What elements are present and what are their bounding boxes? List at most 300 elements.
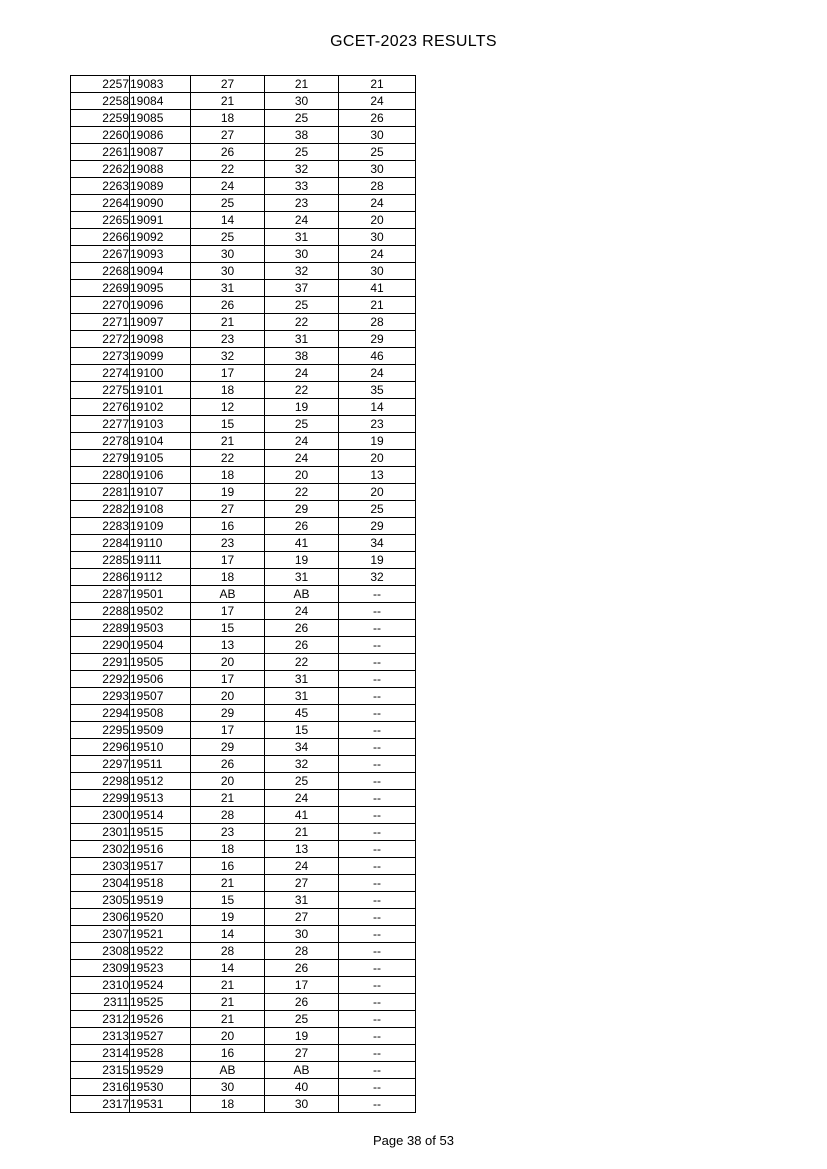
- serial-number-cell: 2270: [71, 297, 130, 314]
- roll-number-cell: 19089: [130, 178, 191, 195]
- score-1-cell: 20: [191, 688, 265, 705]
- roll-number-cell: 19520: [130, 909, 191, 926]
- table-row: [71, 348, 416, 365]
- score-2-cell: 26: [265, 518, 339, 535]
- score-2-cell: 25: [265, 144, 339, 161]
- roll-number-cell: 19111: [130, 552, 191, 569]
- score-2-cell: 32: [265, 263, 339, 280]
- table-row: [71, 127, 416, 144]
- table-row: [71, 501, 416, 518]
- serial-number-cell: 2277: [71, 416, 130, 433]
- score-1-cell: 23: [191, 331, 265, 348]
- serial-number-cell: 2269: [71, 280, 130, 297]
- table-row: [71, 858, 416, 875]
- serial-number-cell: 2298: [71, 773, 130, 790]
- score-1-cell: 17: [191, 722, 265, 739]
- score-1-cell: 14: [191, 926, 265, 943]
- score-3-cell: --: [339, 1079, 416, 1096]
- score-3-cell: 41: [339, 280, 416, 297]
- score-2-cell: 21: [265, 76, 339, 93]
- score-3-cell: 35: [339, 382, 416, 399]
- serial-number-cell: 2282: [71, 501, 130, 518]
- score-3-cell: 20: [339, 450, 416, 467]
- score-2-cell: 22: [265, 654, 339, 671]
- score-3-cell: --: [339, 841, 416, 858]
- score-3-cell: --: [339, 773, 416, 790]
- score-2-cell: 25: [265, 773, 339, 790]
- table-row: [71, 739, 416, 756]
- serial-number-cell: 2272: [71, 331, 130, 348]
- roll-number-cell: 19511: [130, 756, 191, 773]
- table-row: [71, 824, 416, 841]
- serial-number-cell: 2293: [71, 688, 130, 705]
- serial-number-cell: 2304: [71, 875, 130, 892]
- score-1-cell: 14: [191, 212, 265, 229]
- serial-number-cell: 2278: [71, 433, 130, 450]
- score-3-cell: 19: [339, 433, 416, 450]
- score-2-cell: 19: [265, 1028, 339, 1045]
- roll-number-cell: 19509: [130, 722, 191, 739]
- serial-number-cell: 2258: [71, 93, 130, 110]
- serial-number-cell: 2308: [71, 943, 130, 960]
- roll-number-cell: 19110: [130, 535, 191, 552]
- score-1-cell: 29: [191, 739, 265, 756]
- score-3-cell: --: [339, 790, 416, 807]
- roll-number-cell: 19507: [130, 688, 191, 705]
- score-3-cell: 24: [339, 195, 416, 212]
- score-2-cell: 24: [265, 603, 339, 620]
- score-3-cell: 24: [339, 246, 416, 263]
- score-2-cell: 20: [265, 467, 339, 484]
- table-row: [71, 297, 416, 314]
- serial-number-cell: 2262: [71, 161, 130, 178]
- roll-number-cell: 19093: [130, 246, 191, 263]
- score-2-cell: 29: [265, 501, 339, 518]
- score-1-cell: 19: [191, 484, 265, 501]
- roll-number-cell: 19105: [130, 450, 191, 467]
- score-2-cell: 37: [265, 280, 339, 297]
- serial-number-cell: 2279: [71, 450, 130, 467]
- serial-number-cell: 2306: [71, 909, 130, 926]
- roll-number-cell: 19095: [130, 280, 191, 297]
- score-3-cell: 24: [339, 93, 416, 110]
- table-row: [71, 620, 416, 637]
- roll-number-cell: 19086: [130, 127, 191, 144]
- serial-number-cell: 2314: [71, 1045, 130, 1062]
- table-row: [71, 399, 416, 416]
- score-3-cell: 19: [339, 552, 416, 569]
- serial-number-cell: 2265: [71, 212, 130, 229]
- score-3-cell: --: [339, 943, 416, 960]
- score-3-cell: --: [339, 722, 416, 739]
- table-row: [71, 178, 416, 195]
- table-row: [71, 416, 416, 433]
- page-title: GCET-2023 RESULTS: [330, 33, 497, 50]
- score-1-cell: 21: [191, 93, 265, 110]
- table-row: [71, 637, 416, 654]
- score-3-cell: 25: [339, 501, 416, 518]
- serial-number-cell: 2287: [71, 586, 130, 603]
- score-2-cell: 40: [265, 1079, 339, 1096]
- score-3-cell: 14: [339, 399, 416, 416]
- serial-number-cell: 2305: [71, 892, 130, 909]
- score-3-cell: 23: [339, 416, 416, 433]
- score-3-cell: --: [339, 892, 416, 909]
- score-3-cell: --: [339, 994, 416, 1011]
- serial-number-cell: 2280: [71, 467, 130, 484]
- roll-number-cell: 19102: [130, 399, 191, 416]
- table-row: [71, 246, 416, 263]
- table-row: [71, 586, 416, 603]
- serial-number-cell: 2300: [71, 807, 130, 824]
- table-row: [71, 909, 416, 926]
- roll-number-cell: 19514: [130, 807, 191, 824]
- score-3-cell: --: [339, 739, 416, 756]
- roll-number-cell: 19521: [130, 926, 191, 943]
- table-row: [71, 756, 416, 773]
- roll-number-cell: 19524: [130, 977, 191, 994]
- serial-number-cell: 2295: [71, 722, 130, 739]
- serial-number-cell: 2303: [71, 858, 130, 875]
- score-1-cell: 21: [191, 790, 265, 807]
- score-3-cell: 34: [339, 535, 416, 552]
- roll-number-cell: 19523: [130, 960, 191, 977]
- score-2-cell: 26: [265, 994, 339, 1011]
- score-3-cell: 28: [339, 178, 416, 195]
- roll-number-cell: 19501: [130, 586, 191, 603]
- score-3-cell: 46: [339, 348, 416, 365]
- score-1-cell: 18: [191, 382, 265, 399]
- roll-number-cell: 19087: [130, 144, 191, 161]
- serial-number-cell: 2286: [71, 569, 130, 586]
- score-1-cell: 17: [191, 552, 265, 569]
- score-2-cell: 28: [265, 943, 339, 960]
- score-3-cell: --: [339, 824, 416, 841]
- score-1-cell: 16: [191, 858, 265, 875]
- score-2-cell: 21: [265, 824, 339, 841]
- serial-number-cell: 2313: [71, 1028, 130, 1045]
- score-3-cell: 25: [339, 144, 416, 161]
- score-2-cell: 32: [265, 756, 339, 773]
- serial-number-cell: 2267: [71, 246, 130, 263]
- score-1-cell: 17: [191, 365, 265, 382]
- score-2-cell: 31: [265, 331, 339, 348]
- score-2-cell: 13: [265, 841, 339, 858]
- score-2-cell: 24: [265, 858, 339, 875]
- table-row: [71, 1045, 416, 1062]
- score-1-cell: 20: [191, 1028, 265, 1045]
- roll-number-cell: 19092: [130, 229, 191, 246]
- serial-number-cell: 2290: [71, 637, 130, 654]
- serial-number-cell: 2276: [71, 399, 130, 416]
- score-2-cell: 24: [265, 433, 339, 450]
- score-2-cell: 24: [265, 790, 339, 807]
- score-2-cell: 15: [265, 722, 339, 739]
- serial-number-cell: 2311: [71, 994, 130, 1011]
- score-1-cell: 19: [191, 909, 265, 926]
- serial-number-cell: 2281: [71, 484, 130, 501]
- table-row: [71, 76, 416, 93]
- score-2-cell: 30: [265, 93, 339, 110]
- roll-number-cell: 19529: [130, 1062, 191, 1079]
- serial-number-cell: 2302: [71, 841, 130, 858]
- score-1-cell: 25: [191, 195, 265, 212]
- score-3-cell: --: [339, 1062, 416, 1079]
- table-row: [71, 110, 416, 127]
- score-3-cell: 30: [339, 127, 416, 144]
- score-2-cell: 27: [265, 1045, 339, 1062]
- serial-number-cell: 2257: [71, 76, 130, 93]
- score-2-cell: 31: [265, 671, 339, 688]
- table-row: [71, 450, 416, 467]
- table-row: [71, 93, 416, 110]
- roll-number-cell: 19088: [130, 161, 191, 178]
- table-row: [71, 263, 416, 280]
- score-2-cell: 31: [265, 229, 339, 246]
- score-3-cell: 26: [339, 110, 416, 127]
- score-3-cell: --: [339, 603, 416, 620]
- score-3-cell: --: [339, 671, 416, 688]
- score-3-cell: --: [339, 1011, 416, 1028]
- score-1-cell: 23: [191, 535, 265, 552]
- table-row: [71, 195, 416, 212]
- serial-number-cell: 2259: [71, 110, 130, 127]
- table-row: [71, 331, 416, 348]
- table-row: [71, 1011, 416, 1028]
- table-row: [71, 994, 416, 1011]
- score-1-cell: 26: [191, 144, 265, 161]
- score-3-cell: --: [339, 1028, 416, 1045]
- roll-number-cell: 19517: [130, 858, 191, 875]
- score-1-cell: 27: [191, 127, 265, 144]
- serial-number-cell: 2297: [71, 756, 130, 773]
- serial-number-cell: 2264: [71, 195, 130, 212]
- score-2-cell: 25: [265, 297, 339, 314]
- score-2-cell: 26: [265, 620, 339, 637]
- roll-number-cell: 19094: [130, 263, 191, 280]
- table-row: [71, 569, 416, 586]
- serial-number-cell: 2285: [71, 552, 130, 569]
- score-1-cell: 12: [191, 399, 265, 416]
- table-row: [71, 722, 416, 739]
- serial-number-cell: 2284: [71, 535, 130, 552]
- score-1-cell: 25: [191, 229, 265, 246]
- score-2-cell: 41: [265, 535, 339, 552]
- score-3-cell: 24: [339, 365, 416, 382]
- score-3-cell: --: [339, 756, 416, 773]
- serial-number-cell: 2289: [71, 620, 130, 637]
- table-row: [71, 892, 416, 909]
- score-2-cell: 27: [265, 875, 339, 892]
- table-row: [71, 433, 416, 450]
- table-row: [71, 212, 416, 229]
- score-2-cell: 31: [265, 892, 339, 909]
- score-3-cell: 30: [339, 263, 416, 280]
- serial-number-cell: 2294: [71, 705, 130, 722]
- score-1-cell: 23: [191, 824, 265, 841]
- score-2-cell: 33: [265, 178, 339, 195]
- score-1-cell: AB: [191, 586, 265, 603]
- roll-number-cell: 19090: [130, 195, 191, 212]
- roll-number-cell: 19504: [130, 637, 191, 654]
- score-3-cell: --: [339, 926, 416, 943]
- score-1-cell: 18: [191, 841, 265, 858]
- serial-number-cell: 2301: [71, 824, 130, 841]
- score-1-cell: 21: [191, 875, 265, 892]
- score-2-cell: 17: [265, 977, 339, 994]
- score-1-cell: 32: [191, 348, 265, 365]
- serial-number-cell: 2315: [71, 1062, 130, 1079]
- score-2-cell: 26: [265, 960, 339, 977]
- roll-number-cell: 19100: [130, 365, 191, 382]
- table-row: [71, 960, 416, 977]
- roll-number-cell: 19508: [130, 705, 191, 722]
- score-1-cell: 22: [191, 450, 265, 467]
- score-1-cell: 15: [191, 620, 265, 637]
- table-row: [71, 1062, 416, 1079]
- score-1-cell: 27: [191, 501, 265, 518]
- score-3-cell: --: [339, 1096, 416, 1113]
- serial-number-cell: 2292: [71, 671, 130, 688]
- score-1-cell: AB: [191, 1062, 265, 1079]
- roll-number-cell: 19516: [130, 841, 191, 858]
- roll-number-cell: 19510: [130, 739, 191, 756]
- score-1-cell: 17: [191, 671, 265, 688]
- roll-number-cell: 19096: [130, 297, 191, 314]
- score-1-cell: 18: [191, 1096, 265, 1113]
- roll-number-cell: 19098: [130, 331, 191, 348]
- score-1-cell: 20: [191, 654, 265, 671]
- serial-number-cell: 2310: [71, 977, 130, 994]
- roll-number-cell: 19112: [130, 569, 191, 586]
- score-3-cell: 20: [339, 212, 416, 229]
- roll-number-cell: 19502: [130, 603, 191, 620]
- serial-number-cell: 2312: [71, 1011, 130, 1028]
- table-row: [71, 382, 416, 399]
- table-row: [71, 280, 416, 297]
- table-row: [71, 161, 416, 178]
- score-3-cell: 30: [339, 161, 416, 178]
- score-1-cell: 26: [191, 756, 265, 773]
- score-2-cell: 25: [265, 416, 339, 433]
- score-1-cell: 30: [191, 263, 265, 280]
- score-3-cell: --: [339, 654, 416, 671]
- score-1-cell: 29: [191, 705, 265, 722]
- score-1-cell: 22: [191, 161, 265, 178]
- roll-number-cell: 19109: [130, 518, 191, 535]
- table-row: [71, 773, 416, 790]
- score-3-cell: 13: [339, 467, 416, 484]
- score-3-cell: --: [339, 586, 416, 603]
- score-2-cell: 23: [265, 195, 339, 212]
- table-row: [71, 1096, 416, 1113]
- page-number: Page 38 of 53: [373, 1133, 454, 1148]
- roll-number-cell: 19107: [130, 484, 191, 501]
- table-row: [71, 467, 416, 484]
- score-2-cell: 32: [265, 161, 339, 178]
- table-row: [71, 484, 416, 501]
- score-1-cell: 28: [191, 943, 265, 960]
- score-2-cell: 41: [265, 807, 339, 824]
- table-row: [71, 688, 416, 705]
- table-row: [71, 518, 416, 535]
- table-row: [71, 229, 416, 246]
- table-row: [71, 943, 416, 960]
- score-3-cell: --: [339, 637, 416, 654]
- serial-number-cell: 2299: [71, 790, 130, 807]
- score-1-cell: 26: [191, 297, 265, 314]
- roll-number-cell: 19519: [130, 892, 191, 909]
- serial-number-cell: 2307: [71, 926, 130, 943]
- serial-number-cell: 2271: [71, 314, 130, 331]
- score-3-cell: --: [339, 858, 416, 875]
- serial-number-cell: 2288: [71, 603, 130, 620]
- score-2-cell: 24: [265, 365, 339, 382]
- score-2-cell: 30: [265, 926, 339, 943]
- score-2-cell: 25: [265, 110, 339, 127]
- roll-number-cell: 19512: [130, 773, 191, 790]
- roll-number-cell: 19528: [130, 1045, 191, 1062]
- roll-number-cell: 19103: [130, 416, 191, 433]
- score-2-cell: 30: [265, 1096, 339, 1113]
- score-2-cell: 22: [265, 382, 339, 399]
- table-row: [71, 926, 416, 943]
- roll-number-cell: 19506: [130, 671, 191, 688]
- table-row: [71, 1079, 416, 1096]
- score-1-cell: 21: [191, 977, 265, 994]
- serial-number-cell: 2260: [71, 127, 130, 144]
- score-2-cell: 22: [265, 484, 339, 501]
- score-3-cell: --: [339, 875, 416, 892]
- score-3-cell: 21: [339, 76, 416, 93]
- table-row: [71, 552, 416, 569]
- score-2-cell: 34: [265, 739, 339, 756]
- score-2-cell: 31: [265, 569, 339, 586]
- results-table: [70, 75, 416, 1113]
- serial-number-cell: 2316: [71, 1079, 130, 1096]
- roll-number-cell: 19526: [130, 1011, 191, 1028]
- roll-number-cell: 19101: [130, 382, 191, 399]
- score-3-cell: --: [339, 807, 416, 824]
- table-row: [71, 314, 416, 331]
- score-1-cell: 21: [191, 1011, 265, 1028]
- score-1-cell: 17: [191, 603, 265, 620]
- score-1-cell: 20: [191, 773, 265, 790]
- score-1-cell: 31: [191, 280, 265, 297]
- roll-number-cell: 19531: [130, 1096, 191, 1113]
- score-1-cell: 18: [191, 110, 265, 127]
- table-row: [71, 144, 416, 161]
- score-2-cell: 45: [265, 705, 339, 722]
- score-3-cell: 20: [339, 484, 416, 501]
- table-row: [71, 841, 416, 858]
- table-row: [71, 1028, 416, 1045]
- score-1-cell: 16: [191, 518, 265, 535]
- score-3-cell: 32: [339, 569, 416, 586]
- score-3-cell: --: [339, 1045, 416, 1062]
- roll-number-cell: 19527: [130, 1028, 191, 1045]
- score-2-cell: 26: [265, 637, 339, 654]
- table-row: [71, 535, 416, 552]
- score-3-cell: 29: [339, 331, 416, 348]
- roll-number-cell: 19085: [130, 110, 191, 127]
- score-2-cell: 19: [265, 552, 339, 569]
- roll-number-cell: 19505: [130, 654, 191, 671]
- table-row: [71, 671, 416, 688]
- table-row: [71, 603, 416, 620]
- score-1-cell: 15: [191, 416, 265, 433]
- serial-number-cell: 2274: [71, 365, 130, 382]
